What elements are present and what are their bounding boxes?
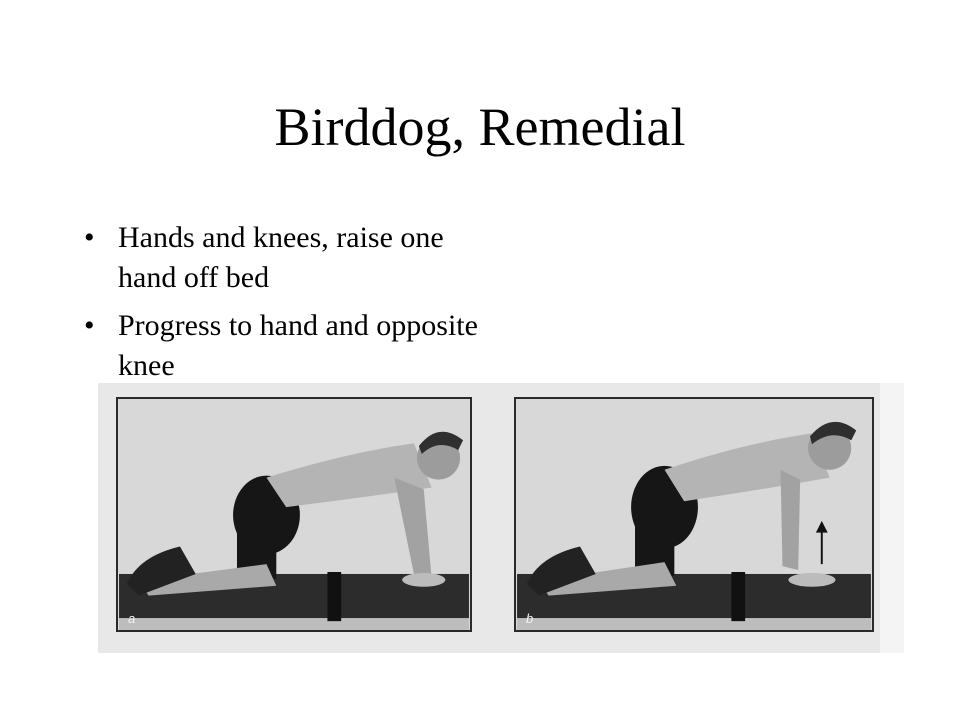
bullet-item (84, 218, 484, 298)
bullet-text: Hands and knees, raise one hand off bed (118, 221, 444, 294)
exercise-photo-panel (98, 383, 904, 653)
photo-label: a (128, 611, 136, 626)
bullet-list (84, 218, 484, 394)
slide-title: Birddog, Remedial (274, 97, 686, 157)
bullet-dot: • (84, 221, 95, 254)
bullet-item (84, 306, 484, 386)
kneeling-man-photo (118, 399, 470, 630)
bullet-text: Progress to hand and opposite knee (118, 309, 478, 382)
photo-label: b (526, 611, 534, 626)
photo-a (116, 397, 472, 632)
kneeling-man-raising-hand-photo (516, 399, 872, 630)
panel-edge (880, 383, 904, 653)
photo-b (514, 397, 874, 632)
bullet-dot: • (84, 309, 95, 342)
